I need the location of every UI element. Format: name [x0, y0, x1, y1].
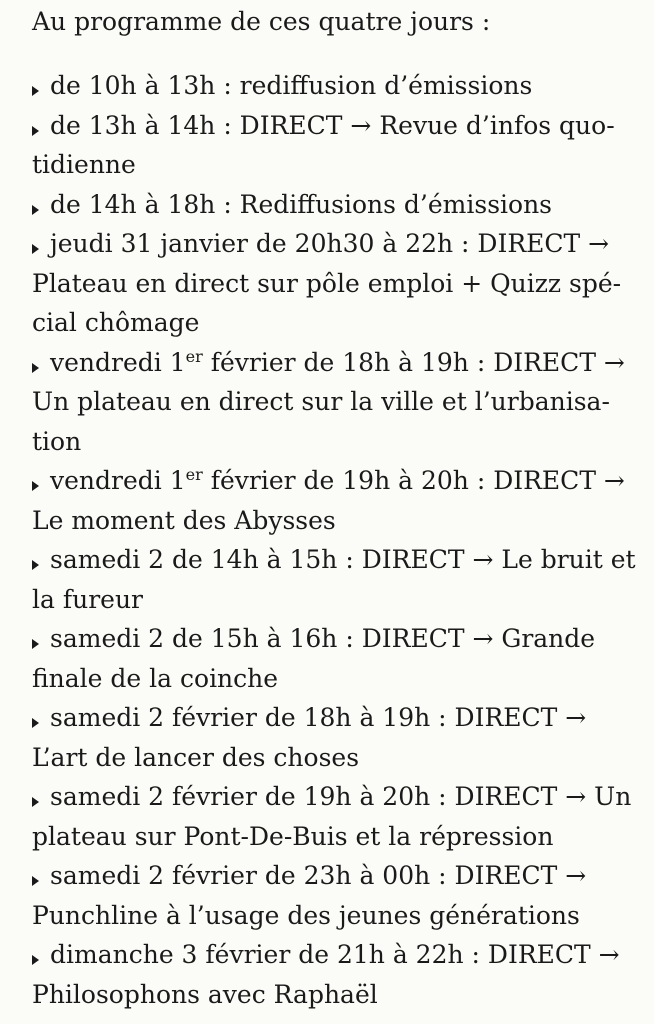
list-item [32, 540, 644, 619]
item-text: de 14h à 18h : Rediffusions d’émissions [50, 189, 553, 219]
item-text: samedi 2 de 15h à 16h : DIRECT → Grande finale de la coinche [32, 624, 596, 693]
item-text-rest: février de 18h à 19h : DIRECT → Un plateau en direct sur la ville et l’urbanisation [32, 347, 625, 456]
item-text-rest: février de 19h à 20h : DIRECT → Le moment des Abysses [32, 466, 625, 535]
list-item [32, 343, 644, 462]
triangle-bullet-icon [32, 86, 39, 96]
ordinal-suffix: er [185, 465, 203, 484]
list-item [32, 185, 644, 225]
list-item [32, 856, 644, 935]
program-list [32, 66, 644, 1014]
triangle-bullet-icon [32, 797, 39, 807]
item-text: vendredi 1 [50, 347, 186, 377]
list-item [32, 698, 644, 777]
triangle-bullet-icon [32, 718, 39, 728]
triangle-bullet-icon [32, 876, 39, 886]
triangle-bullet-icon [32, 126, 39, 136]
list-item [32, 224, 644, 343]
list-item [32, 935, 644, 1014]
item-text: samedi 2 de 14h à 15h : DIRECT → Le bruit et la fureur [32, 545, 636, 614]
item-text: dimanche 3 février de 21h à 22h : DIRECT → Philosophons avec Raphaël [32, 940, 620, 1009]
list-item [32, 66, 644, 106]
list-item [32, 619, 644, 698]
item-text: samedi 2 février de 19h à 20h : DIRECT → Un plateau sur Pont-De-Buis et la répression [32, 782, 632, 851]
triangle-bullet-icon [32, 244, 39, 254]
triangle-bullet-icon [32, 639, 39, 649]
triangle-bullet-icon [32, 363, 39, 373]
item-text: samedi 2 février de 23h à 00h : DIRECT → Punchline à l’usage des jeunes générations [32, 861, 587, 930]
item-text: vendredi 1 [50, 466, 186, 495]
item-text: samedi 2 février de 18h à 19h : DIRECT → L’art de lancer des choses [32, 703, 587, 772]
list-item [32, 461, 644, 540]
triangle-bullet-icon [32, 560, 39, 570]
item-text: de 13h à 14h : DIRECT → Revue d’infos quotidienne [32, 110, 615, 179]
item-text: jeudi 31 janvier de 20h30 à 22h : DIRECT → Plateau en direct sur pôle emploi + Quizz spécial chômage [32, 229, 622, 337]
item-text: de 10h à 13h : rediffusion d’émissions [50, 71, 533, 100]
list-item [32, 106, 644, 185]
list-item [32, 777, 644, 856]
triangle-bullet-icon [32, 205, 39, 215]
program-intro: Au programme de ces quatre jours : [32, 7, 491, 36]
triangle-bullet-icon [32, 955, 39, 965]
triangle-bullet-icon [32, 481, 39, 491]
ordinal-suffix: er [185, 346, 203, 366]
